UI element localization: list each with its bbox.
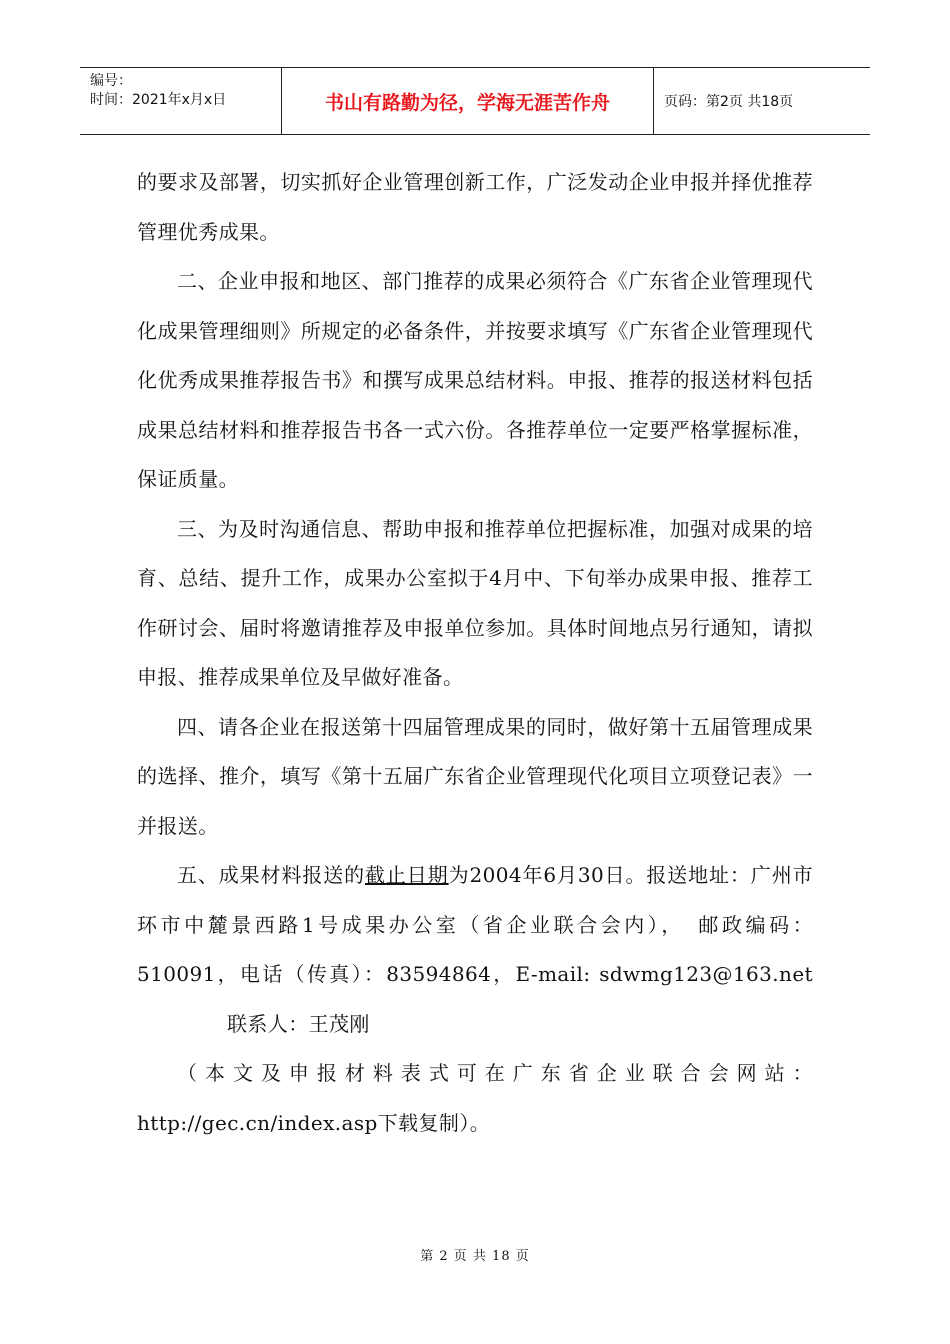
paragraph-item-4: 四、请各企业在报送第十四届管理成果的同时，做好第十五届管理成果的选择、推介，填写《第十五届广东省企业管理现代化项目立项登记表》一并报送。 [137, 714, 813, 838]
header-page-info: 页码：第2页 共18页 [664, 94, 794, 110]
paragraph-item-3: 三、为及时沟通信息、帮助申报和推荐单位把握标准，加强对成果的培育、总结、提升工作，成果办公室拟于4月中、下旬举办成果申报、推荐工作研讨会、届时将邀请推荐及申报单位参加。具体时间地点另行通知，请拟申报、推荐成果单位及早做好准备。 [137, 516, 813, 689]
contact-email: sdwmg123@163.net [599, 962, 813, 986]
page-header [80, 67, 870, 135]
document-number-label: 编号： [90, 73, 132, 89]
paragraph-item-5 [137, 851, 813, 1049]
item-5-text-a: 五、成果材料报送的 [177, 863, 366, 887]
header-meta [80, 68, 282, 134]
page-footer: 第 2 页 共 18 页 [420, 1249, 530, 1264]
deadline-underlined: 截止日期 [365, 863, 449, 887]
document-time: 时间：2021年x月x日 [90, 92, 227, 108]
paragraph-continued: 的要求及部署，切实抓好企业管理创新工作，广泛发动企业申报并择优推荐管理优秀成果。 [137, 170, 813, 244]
paragraph-note: （本文及申报材料表式可在广东省企业联合会网站：http://gec.cn/index.asp下载复制）。 [137, 1061, 813, 1135]
item-5-text-b: 为2004年6月30日。报送地址：广州市环市中麓景西路1号成果办公室（省企业联合会内）， [137, 863, 813, 937]
header-motto: 书山有路勤为径，学海无涯苦作舟 [282, 68, 654, 134]
item-5-text-c: 邮政编码：510091，电话（传真）：83594864，E-mail: [137, 912, 814, 986]
paragraph-item-2: 二、企业申报和地区、部门推荐的成果必须符合《广东省企业管理现代化成果管理细则》所规定的必备条件，并按要求填写《广东省企业管理现代化优秀成果推荐报告书》和撰写成果总结材料。申报、推荐的报送材料包括成果总结材料和推荐报告书各一式六份。各推荐单位一定要严格掌握标准，保证质量。 [137, 269, 813, 491]
contact-person: 联系人：王茂刚 [227, 1011, 370, 1036]
document-body [137, 158, 813, 1148]
